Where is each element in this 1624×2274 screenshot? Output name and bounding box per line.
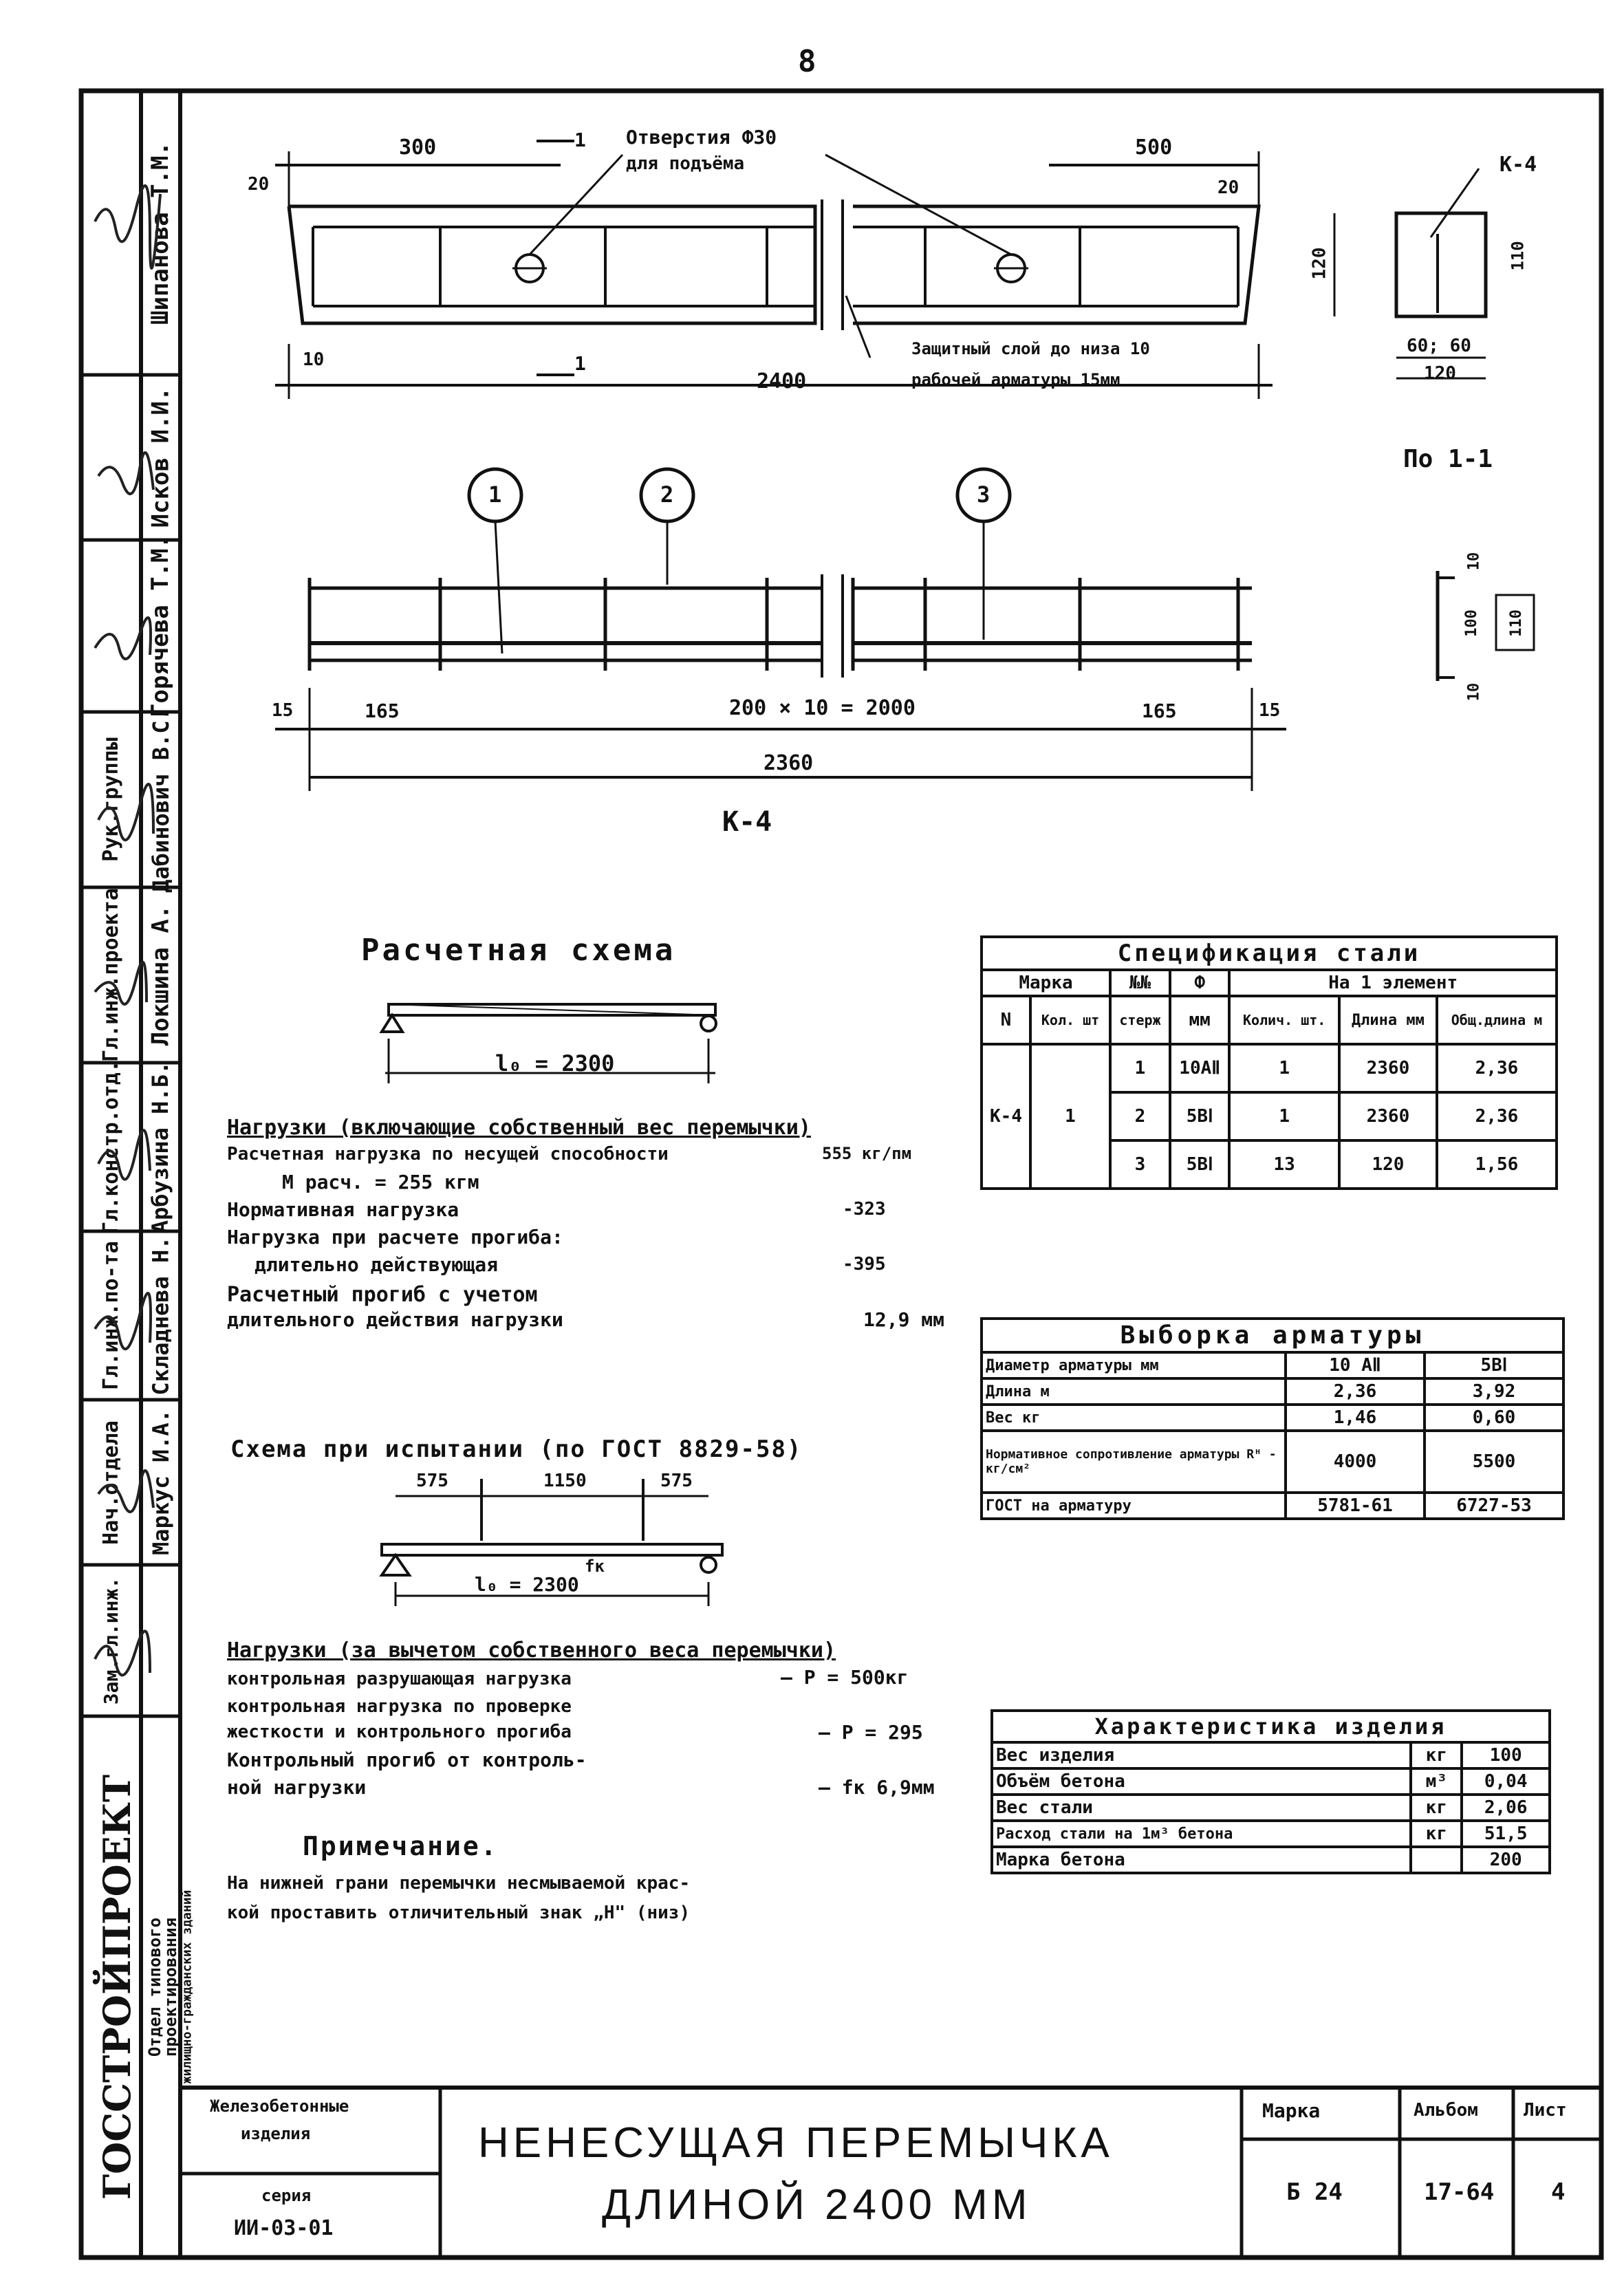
cage-dim-165: 165 bbox=[1142, 700, 1177, 722]
cover-note: Защитный слой до низа 10 bbox=[911, 339, 1150, 358]
span-label: l₀ = 2300 bbox=[495, 1050, 615, 1076]
section-mark: 1 bbox=[574, 129, 586, 151]
rebar-b: 5ВⅠ bbox=[1425, 1352, 1563, 1378]
spec-col-nn: №№ bbox=[1110, 970, 1170, 996]
rebar-a: 5781-61 bbox=[1286, 1493, 1425, 1519]
name-cell: Исков И.И. bbox=[147, 387, 175, 528]
char-value: 51,5 bbox=[1462, 1821, 1550, 1847]
org-sub: проектирования bbox=[161, 1917, 181, 2057]
tb-sheet-value: 4 bbox=[1551, 2178, 1566, 2206]
calc-row-value: -323 bbox=[843, 1199, 886, 1220]
callout-2: 2 bbox=[660, 481, 674, 508]
test-dim: 575 bbox=[416, 1471, 448, 1491]
calc2-row-label: Контрольный прогиб от контроль- bbox=[227, 1748, 587, 1771]
holes-note: для подъёма bbox=[626, 153, 745, 174]
char-unit: кг bbox=[1411, 1795, 1462, 1821]
section-mark: 1 bbox=[574, 352, 586, 375]
test-span: l₀ = 2300 bbox=[475, 1573, 579, 1596]
tb-left-3: серия bbox=[261, 2186, 312, 2205]
spec-col-one: На 1 элемент bbox=[1229, 970, 1557, 996]
rebar-label: Диаметр арматуры мм bbox=[982, 1352, 1286, 1378]
spec-col-d: Ф bbox=[1170, 970, 1229, 996]
calc-row-label: Расчетная нагрузка по несущей способности bbox=[227, 1144, 669, 1165]
detail-dim: 10 bbox=[1465, 682, 1483, 702]
tb-series: ИИ-03-01 bbox=[234, 2216, 334, 2240]
tb-album-label: Альбом bbox=[1414, 2100, 1478, 2121]
char-unit: кг bbox=[1411, 1742, 1462, 1768]
rebar-a: 2,36 bbox=[1286, 1378, 1425, 1405]
char-value: 100 bbox=[1462, 1742, 1550, 1768]
test-dim: 575 bbox=[660, 1471, 693, 1491]
side-stamp bbox=[81, 91, 195, 2257]
char-unit: м³ bbox=[1411, 1768, 1462, 1795]
rebar-label: Вес кг bbox=[982, 1405, 1286, 1431]
char-unit bbox=[1411, 1847, 1462, 1873]
tb-left-2: изделия bbox=[241, 2124, 311, 2143]
test-dim: 1150 bbox=[543, 1471, 587, 1491]
tb-title-2: ДЛИНОЙ 2400 ММ bbox=[602, 2181, 1032, 2229]
tb-album-value: 17-64 bbox=[1424, 2178, 1495, 2206]
char-table bbox=[990, 1709, 1551, 1874]
cover-note: рабочей арматуры 15мм bbox=[911, 370, 1120, 389]
spec-col-qty: Колич. шт. bbox=[1229, 996, 1339, 1044]
rebar-title: Выборка арматуры bbox=[982, 1319, 1563, 1352]
char-label: Вес изделия bbox=[992, 1742, 1411, 1768]
spec-col-st: стерж bbox=[1110, 996, 1170, 1044]
spec-col-mm: мм bbox=[1170, 996, 1229, 1044]
role-cell: Гл.инж.проекта bbox=[99, 888, 123, 1062]
note-line: На нижней грани перемычки несмываемой крас- bbox=[227, 1873, 691, 1894]
spec-cell: 2 bbox=[1110, 1092, 1170, 1140]
rebar-a: 4000 bbox=[1286, 1431, 1425, 1493]
calc2-row-value: — P = 500кг bbox=[781, 1666, 909, 1689]
name-cell: Локшина А. bbox=[147, 905, 175, 1046]
spec-cell: 13 bbox=[1229, 1140, 1339, 1189]
tb-mark-label: Марка bbox=[1262, 2099, 1321, 2122]
char-value: 2,06 bbox=[1462, 1795, 1550, 1821]
spec-cell: 2,36 bbox=[1437, 1092, 1557, 1140]
rebar-b: 5500 bbox=[1425, 1431, 1563, 1493]
spec-table bbox=[980, 935, 1558, 1190]
tb-sheet-label: Лист bbox=[1524, 2100, 1567, 2121]
spec-cell: 1,56 bbox=[1437, 1140, 1557, 1189]
calc-row-value: 12,9 мм bbox=[863, 1308, 945, 1331]
loads2-heading: Нагрузки (за вычетом собственного веса перемычки) bbox=[227, 1638, 836, 1663]
spec-col-len: Длина мм bbox=[1339, 996, 1437, 1044]
page-mark: 8 bbox=[798, 44, 816, 79]
dim-2400: 2400 bbox=[757, 369, 807, 393]
calc-row-label: Нагрузка при расчете прогиба: bbox=[227, 1226, 563, 1248]
cage-dim-total: 2360 bbox=[764, 751, 814, 775]
spec-col-total: Общ.длина м bbox=[1437, 996, 1557, 1044]
callout-1: 1 bbox=[488, 481, 502, 508]
test-fk: fк bbox=[585, 1557, 605, 1576]
name-cell: Арбузина Н.Б. bbox=[147, 1061, 174, 1233]
name-cell: Маркус И.А. bbox=[147, 1409, 174, 1555]
dim-20-right: 20 bbox=[1217, 177, 1239, 198]
calc-title: Расчетная схема bbox=[361, 933, 676, 968]
spec-cell: 120 bbox=[1339, 1140, 1437, 1189]
calc2-row-value: — P = 295 bbox=[819, 1721, 923, 1744]
org-sub: Отдел типового bbox=[145, 1917, 165, 2057]
rebar-b: 6727-53 bbox=[1425, 1493, 1563, 1519]
char-label: Марка бетона bbox=[992, 1847, 1411, 1873]
char-unit: кг bbox=[1411, 1821, 1462, 1847]
name-cell: Складнева Н. bbox=[147, 1235, 174, 1396]
rebar-b: 3,92 bbox=[1425, 1378, 1563, 1405]
rebar-a: 10 АⅡ bbox=[1286, 1352, 1425, 1378]
char-value: 0,04 bbox=[1462, 1768, 1550, 1795]
char-title: Характеристика изделия bbox=[992, 1711, 1550, 1742]
char-label: Объём бетона bbox=[992, 1768, 1411, 1795]
callout-3: 3 bbox=[977, 481, 990, 508]
calc-row-label: длительно действующая bbox=[255, 1253, 499, 1276]
role-cell: Рук.группы bbox=[99, 737, 123, 862]
spec-mark: К-4 bbox=[982, 1044, 1030, 1189]
spec-cell: 2,36 bbox=[1437, 1044, 1557, 1092]
char-value: 200 bbox=[1462, 1847, 1550, 1873]
spec-cell: 2360 bbox=[1339, 1092, 1437, 1140]
dim-300: 300 bbox=[399, 136, 437, 160]
calc-row-value: -395 bbox=[843, 1254, 886, 1275]
detail-dim: 100 bbox=[1462, 609, 1480, 637]
spec-cell: 5ВⅠ bbox=[1170, 1140, 1229, 1189]
detail-dim: 110 bbox=[1507, 609, 1525, 637]
section-width: 120 bbox=[1424, 363, 1456, 384]
role-cell: Гл.инж.по-та bbox=[99, 1241, 123, 1390]
cage-dim-15: 15 bbox=[1259, 700, 1281, 721]
detail-dim: 10 bbox=[1465, 552, 1483, 571]
name-cell: Шипанова Т.М. bbox=[147, 141, 175, 325]
cage-dim-mid: 200 × 10 = 2000 bbox=[729, 696, 916, 720]
section-height: 120 bbox=[1309, 247, 1330, 280]
spec-kol: 1 bbox=[1030, 1044, 1110, 1189]
section-caption: По 1-1 bbox=[1403, 445, 1493, 473]
calc-row-label: Расчетный прогиб с учетом bbox=[227, 1283, 538, 1307]
spec-cell: 3 bbox=[1110, 1140, 1170, 1189]
org-block bbox=[81, 1716, 195, 2257]
name-cell: Дабинович В.С. bbox=[147, 706, 174, 893]
spec-cell: 1 bbox=[1110, 1044, 1170, 1092]
calc2-row-label: жесткости и контрольного прогиба bbox=[227, 1722, 572, 1742]
calc-row-label: М расч. = 255 кгм bbox=[282, 1171, 479, 1193]
spec-col-kol: Кол. шт bbox=[1030, 996, 1110, 1044]
dim-500: 500 bbox=[1135, 136, 1173, 160]
note-line: кой проставить отличительный знак „Н" (низ) bbox=[227, 1903, 691, 1923]
spec-col-n: N bbox=[982, 996, 1030, 1044]
test-title: Схема при испытании (по ГОСТ 8829-58) bbox=[230, 1436, 803, 1463]
calc2-row-label: ной нагрузки bbox=[227, 1776, 367, 1799]
section-60-60: 60; 60 bbox=[1407, 336, 1471, 356]
section-110: 110 bbox=[1508, 241, 1528, 271]
role-cell: Нач.отдела bbox=[99, 1420, 123, 1545]
calc-row-value: 555 кг/пм bbox=[822, 1144, 912, 1163]
rebar-table bbox=[980, 1317, 1565, 1520]
rebar-a: 1,46 bbox=[1286, 1405, 1425, 1431]
rebar-label: Длина м bbox=[982, 1378, 1286, 1405]
cage-label: К-4 bbox=[722, 806, 772, 838]
char-label: Вес стали bbox=[992, 1795, 1411, 1821]
loads-heading: Нагрузки (включающие собственный вес перемычки) bbox=[227, 1116, 811, 1140]
org-sub: жилищно-гражданских зданий bbox=[180, 1889, 195, 2084]
role-cell: Гл.констр.отд. bbox=[99, 1060, 123, 1234]
dim-20-left: 20 bbox=[248, 174, 270, 195]
calc2-row-label: контрольная разрушающая нагрузка bbox=[227, 1669, 572, 1689]
calc2-row-label: контрольная нагрузка по проверке bbox=[227, 1696, 572, 1717]
spec-cell: 5ВⅠ bbox=[1170, 1092, 1229, 1140]
char-label: Расход стали на 1м³ бетона bbox=[992, 1821, 1411, 1847]
rebar-label: Нормативное сопротивление арматуры Rᴴ - кг/см² bbox=[982, 1431, 1286, 1493]
rebar-b: 0,60 bbox=[1425, 1405, 1563, 1431]
spec-cell: 2360 bbox=[1339, 1044, 1437, 1092]
rebar-label: ГОСТ на арматуру bbox=[982, 1493, 1286, 1519]
spec-col-mark: Марка bbox=[982, 970, 1110, 996]
cage-dim-165: 165 bbox=[365, 700, 400, 722]
cage-dim-15: 15 bbox=[272, 700, 294, 721]
tb-mark-value: Б 24 bbox=[1286, 2178, 1343, 2206]
note-title: Примечание. bbox=[303, 1831, 499, 1861]
holes-note: Отверстия Ф30 bbox=[626, 126, 777, 149]
tb-title-1: НЕНЕСУЩАЯ ПЕРЕМЫЧКА bbox=[478, 2119, 1114, 2167]
spec-cell: 1 bbox=[1229, 1092, 1339, 1140]
signatures bbox=[81, 91, 180, 1716]
spec-cell: 10АⅡ bbox=[1170, 1044, 1229, 1092]
section-label: К-4 bbox=[1500, 153, 1537, 177]
spec-title: Спецификация стали bbox=[982, 937, 1557, 970]
calc-row-label: длительного действия нагрузки bbox=[227, 1308, 563, 1331]
org-name: ГОССТРОЙПРОЕКТ bbox=[95, 1774, 140, 2200]
name-cell: Горячева Т.М. bbox=[147, 534, 175, 718]
tb-left-1: Железобетонные bbox=[210, 2097, 349, 2116]
calc-row-label: Нормативная нагрузка bbox=[227, 1198, 459, 1221]
calc2-row-value: — fк 6,9мм bbox=[819, 1776, 935, 1799]
role-cell: Зам.гл.инж. bbox=[100, 1577, 122, 1704]
spec-cell: 1 bbox=[1229, 1044, 1339, 1092]
dim-10: 10 bbox=[303, 349, 325, 370]
